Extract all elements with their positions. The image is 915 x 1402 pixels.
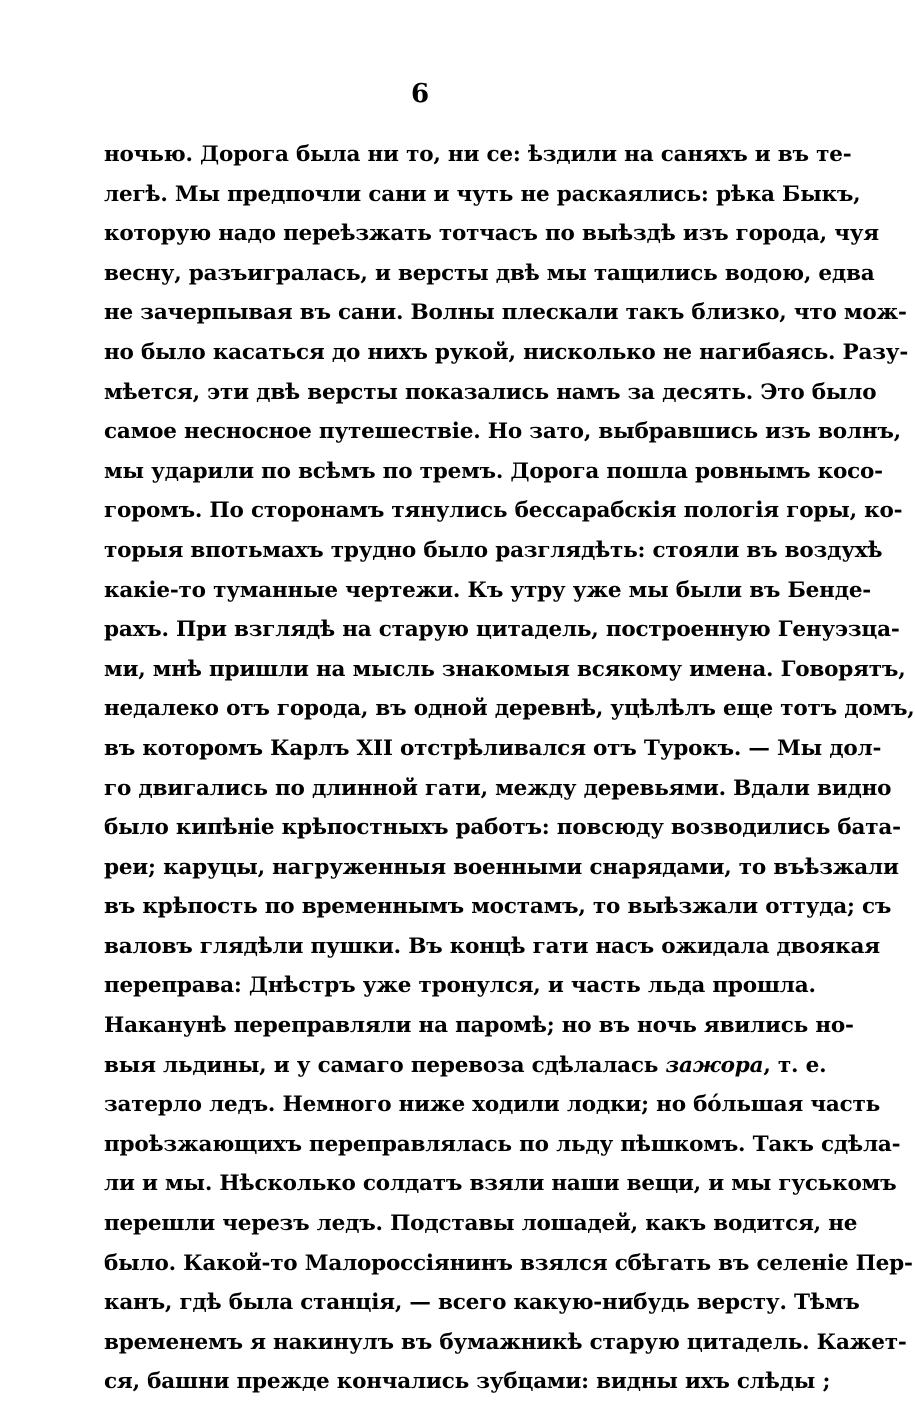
- text-line: было. Какой-то Малороссіянинъ взялся сбѣгать въ селеніе Пер-: [104, 1250, 913, 1276]
- text-line: торыя впотьмахъ трудно было разглядѣть: стояли въ воздухѣ: [104, 537, 883, 563]
- text-line: въ крѣпость по временнымъ мостамъ, то выѣзжали оттуда; съ: [104, 894, 892, 920]
- text-line: горомъ. По сторонамъ тянулись бессарабскія пологія горы, ко-: [104, 498, 903, 524]
- text-line: легѣ. Мы предпочли сани и чуть не раскаялись: рѣка Быкъ,: [104, 181, 861, 207]
- body-text: [104, 135, 915, 1402]
- text-line: затерло ледъ. Немного ниже ходили лодки; но бо́льшая часть: [104, 1092, 881, 1118]
- page-number: 6: [410, 79, 430, 109]
- text-line: какіе-то туманные чертежи. Къ утру уже мы были въ Бенде-: [104, 577, 872, 603]
- text-line: весну, разъигралась, и версты двѣ мы тащились водою, едва: [104, 260, 875, 286]
- text-line: самое несносное путешествіе. Но зато, выбравшись изъ волнъ,: [104, 419, 901, 445]
- text-line: ся, башни прежде кончались зубцами: видны ихъ слѣды ;: [104, 1369, 831, 1395]
- text-segment: , т. е.: [763, 1052, 827, 1078]
- text-line: Наканунѣ переправляли на паромѣ; но въ ночь явились но-: [104, 1013, 854, 1039]
- text-line: не зачерпывая въ сани. Волны плескали такъ близко, что мож-: [104, 300, 907, 326]
- text-line: временемъ я накинулъ въ бумажникѣ старую цитадель. Кажет-: [104, 1329, 907, 1355]
- text-line: ночью. Дорога была ни то, ни се: ѣздили на саняхъ и въ те-: [104, 142, 852, 167]
- text-line: ми, мнѣ пришли на мысль знакомыя всякому имена. Говорятъ,: [104, 656, 906, 682]
- text-line: реи; каруцы, нагруженныя военными снарядами, то въѣзжали: [104, 854, 899, 880]
- text-line: валовъ глядѣли пушки. Въ концѣ гати насъ ожидала двоякая: [104, 933, 880, 959]
- text-line: но было касаться до нихъ рукой, нисколько не нагибаясь. Разу-: [104, 339, 909, 365]
- text-line: переправа: Днѣстръ уже тронулся, и часть льда прошла.: [104, 973, 816, 999]
- text-line: въ которомъ Карлъ XII отстрѣливался отъ Турокъ. — Мы дол-: [104, 735, 882, 761]
- text-line: перешли черезъ ледъ. Подставы лошадей, какъ водится, не: [104, 1211, 858, 1237]
- text-line: которую надо переѣзжать тотчасъ по выѣздѣ изъ города, чуя: [104, 221, 879, 247]
- text-line: недалеко отъ города, въ одной деревнѣ, уцѣлѣлъ еще тотъ домъ,: [104, 696, 915, 722]
- text-segment: выя льдины, и у самаго перевоза сдѣлалась: [104, 1052, 666, 1078]
- text-line-with-italic: [104, 1046, 827, 1086]
- text-line: канъ, гдѣ была станція, — всего какую-нибудь версту. Тѣмъ: [104, 1290, 860, 1316]
- text-line: го двигались по длинной гати, между деревьями. Вдали видно: [104, 775, 892, 801]
- text-line: рахъ. При взглядѣ на старую цитадель, построенную Генуэзца-: [104, 617, 900, 643]
- text-line: проѣзжающихъ переправлялась по льду пѣшкомъ. Такъ сдѣла-: [104, 1131, 901, 1157]
- text-line: было кипѣніе крѣпостныхъ работъ: повсюду возводились бата-: [104, 815, 901, 841]
- text-line: мѣется, эти двѣ версты показались намъ за десять. Это было: [104, 379, 877, 405]
- text-line: мы ударили по всѣмъ по тремъ. Дорога пошла ровнымъ косо-: [104, 458, 883, 484]
- text-line: ли и мы. Нѣсколько солдатъ взяли наши вещи, и мы гуськомъ: [104, 1171, 897, 1197]
- italic-word: зажора: [665, 1052, 764, 1078]
